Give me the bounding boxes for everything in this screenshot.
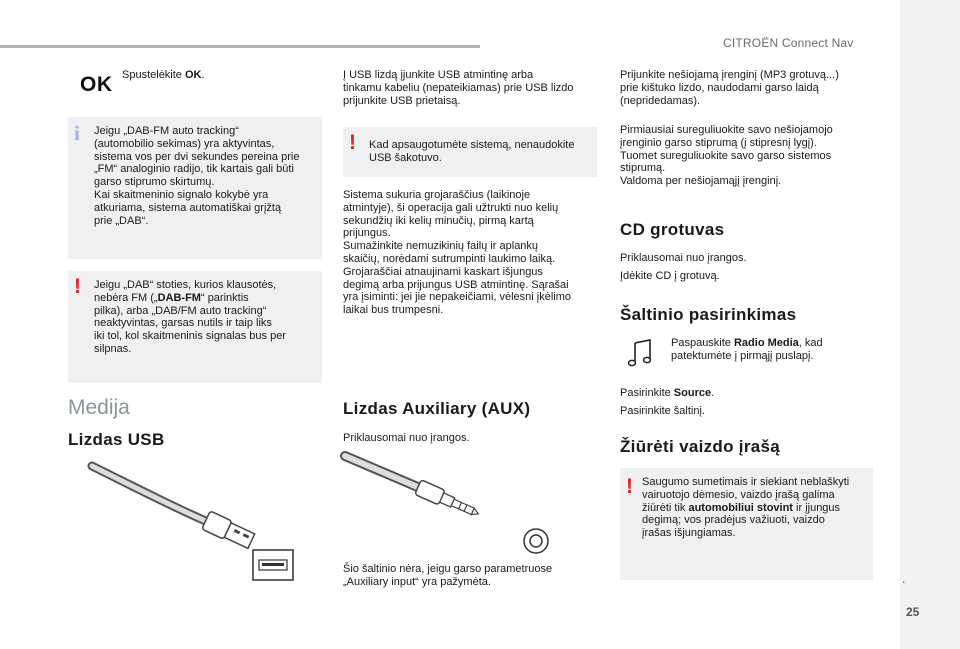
warning-note-text: Jeigu „DAB“ stoties, kurios klausotės, nebėra FM („DAB-FM“ parinktis pilka), arba „DAB/FM auto tracking“ neaktyvintas, garsas nutils ir taip liks iki tol, kol skaitmeninis signalas bus per silpnas.	[94, 279, 286, 355]
usb-instructions: Į USB lizdą įjunkite USB atmintinę arba tinkamu kabeliu (nepateikiamas) prie USB lizdo prijunkite USB prietaisą.	[343, 69, 574, 107]
cd-insert-instruction: Įdėkite CD į grotuvą.	[620, 270, 720, 282]
aux-heading: Lizdas Auxiliary (AUX)	[343, 399, 531, 418]
warning-icon: !	[626, 475, 633, 498]
source-heading: Šaltinio pasirinkimas	[620, 305, 797, 324]
music-note-icon	[628, 339, 656, 369]
portable-player-instructions: Prijunkite nešiojamą įrenginį (MP3 grotuvą...) prie kištuko lizdo, naudodami garso laidą (nepridedamas).	[620, 69, 839, 107]
aux-unavailable-note: Šio šaltinio nėra, jeigu garso parametruose „Auxiliary input“ yra pažymėta.	[343, 563, 553, 588]
video-warning-text: Saugumo sumetimais ir siekiant neblaškyti vairuotojo dėmesio, vaizdo įrašą galima žiūrėti tik automobiliui stovint ir įjungus degimą; vos pradėjus važiuoti, vaizdo įrašas išjungiamas.	[642, 476, 850, 540]
aux-availability: Priklausomai nuo įrangos.	[343, 432, 470, 444]
select-source-instruction: Pasirinkite Source.	[620, 387, 715, 399]
info-note-text: Jeigu „DAB-FM auto tracking“ (automobilio sekimas) yra aktyvintas, sistema vos per dvi sekundes pereina prie „FM“ analoginio radijo, tik kartais gali būti garso stiprumo skirtumų. Kai skaitmeninio signalo kokybė yra atkuriama, sistema automatiškai grįžtą prie „DAB“.	[94, 125, 300, 227]
playlist-info: Sistema sukuria grojaraščius (laikinoje atmintyje), ši operacija gali užtrukti nuo kelių sekundžių iki kelių minučių, pirmą kartą prijungus. Sumažinkite nemuzikinių failų ir aplankų skaičių, norėdami sutrumpinti laukimo laiką. Grojaraščiai atnaujinami kaskart išjungus degimą arba prijungus USB atmintinę. Sąrašai yra įsiminti: jei jie nepakeičiami, vėlesni įkėlimo laikai bus trumpesni.	[343, 189, 572, 317]
aux-plug	[415, 480, 482, 521]
ok-key-icon: OK	[80, 73, 113, 96]
brand-label: CITROËN Connect Nav	[723, 36, 854, 50]
radio-media-instruction: Paspauskite Radio Media, kad patektumėte į pirmąjį puslapį.	[671, 337, 823, 362]
info-icon: i	[74, 121, 80, 145]
volume-instructions: Pirmiausiai sureguliuokite savo nešiojamojo įrenginio garso stiprumą (į stipresnį lygį). Tuomet sureguliuokite savo garso sistemos stiprumą. Valdoma per nešiojamąjį įrenginį.	[620, 124, 833, 188]
ok-instruction: Spustelėkite OK.	[122, 69, 205, 81]
usb-heading: Lizdas USB	[68, 430, 165, 449]
video-warning-note	[620, 468, 873, 580]
warning-icon: !	[349, 131, 356, 154]
video-heading: Žiūrėti vaizdo įrašą	[620, 437, 780, 456]
usb-hub-warning-text: Kad apsaugotumėte sistemą, nenaudokite USB šakotuvo.	[369, 139, 575, 164]
cd-availability: Priklausomai nuo įrangos.	[620, 252, 747, 264]
continuation-mark: .	[902, 572, 906, 586]
cd-heading: CD grotuvas	[620, 220, 725, 239]
section-title-media: Medija	[68, 396, 130, 419]
warning-icon: !	[74, 275, 81, 298]
page-number: 25	[906, 605, 920, 619]
aux-socket	[524, 529, 548, 553]
select-source-item: Pasirinkite šaltinį.	[620, 405, 705, 417]
